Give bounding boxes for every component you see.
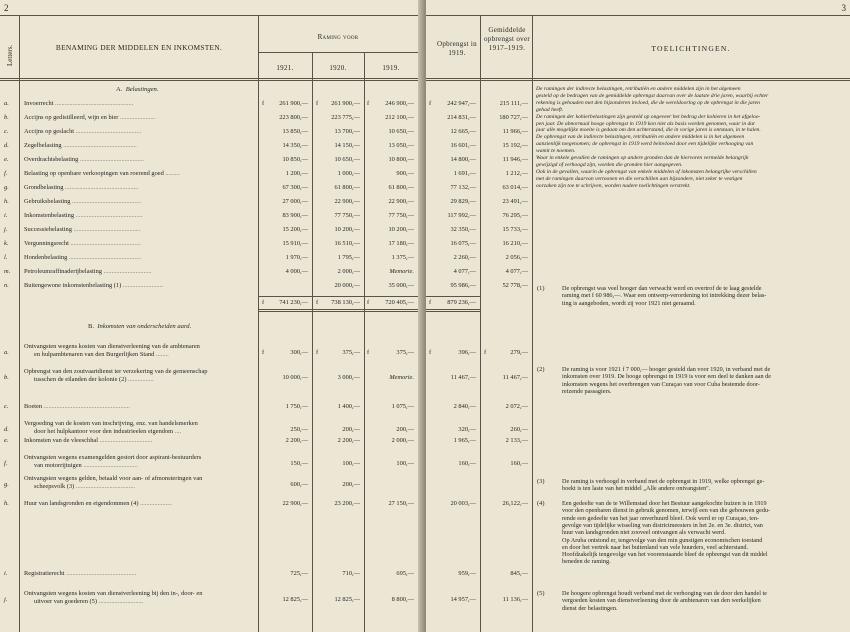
leader-dots: ..........................................: [74, 212, 143, 219]
remark-line: vergoeden kosten van dienstverleening door de ambtenaren van den werkelijken: [562, 597, 761, 605]
value-opbrengst: 16 601,—: [450, 142, 476, 149]
row-name-line1: Opbrengst van den zoutvaartdienst ter verzekering van de gemeenschap: [24, 368, 208, 375]
value-opbrengst: 1 965,—: [453, 437, 476, 444]
right-page: [426, 0, 850, 632]
value-opbrengst: 396,—: [458, 349, 476, 356]
page-number-right: 3: [841, 3, 846, 13]
value-1921: 67 300,—: [282, 184, 308, 191]
value-1921: 1 750,—: [285, 403, 308, 410]
row-letter: h.: [4, 198, 9, 205]
total-1921: 741 230,—: [279, 299, 308, 306]
value-opbrengst: 29 829,—: [450, 198, 476, 205]
leader-dots: ..............................................: [61, 142, 137, 149]
value-1920: 1 795,—: [337, 254, 360, 261]
row-name-line1: Huur van landsgronden en eigendommen (4) ....................: [24, 500, 173, 507]
value-1921: 300,—: [290, 349, 308, 356]
value-1919: 61 800,—: [388, 184, 414, 191]
value-gemiddelde: 15 192,—: [502, 142, 528, 149]
value-1920: 20 000,—: [334, 282, 360, 289]
row-name-line1: Ontvangsten wegens examengelden gestort door aspirant-bestuurders: [24, 454, 202, 461]
remark-line: De raming is voor 1921 f 7 000,— hooger gesteld dan voor 1920, in verband met de: [562, 366, 771, 373]
currency-opbrengst: f: [429, 349, 432, 356]
value-gemiddelde: 52 778,—: [502, 282, 528, 289]
value-1921: 14 350,—: [282, 142, 308, 149]
remark-line: gevolge van tijdelijke wisseling van districtmeesters in het 2e. en 3e. district, van: [562, 521, 763, 529]
value-1921: 223 800,—: [279, 114, 308, 121]
total-currency-opbrengst: f: [429, 299, 432, 306]
total-opbrengst: 879 236,—: [447, 299, 476, 306]
intro-note-line: rekening is gehouden met den bijzonderen invloed, die de wereldoorlog op de opbrengst in die jaren: [536, 99, 760, 106]
row-name: Zegelbelasting ..............................................: [24, 142, 137, 149]
remark-line: reizende passagiers.: [562, 387, 612, 395]
row-name-line2: scheepsvolk (3) .....................................: [34, 483, 136, 490]
row-letter: b.: [4, 114, 9, 121]
remark-line: voor den openbaren dienst in gebruik genomen, terwijl een van die gebouwen gedu-: [562, 507, 771, 515]
leader-dots: ......................................................: [42, 403, 130, 410]
intro-note-line: gesteld op de bedragen van de gemiddelde opbrengst daarvan over de laatste drie jaren, waarbij echter: [536, 92, 769, 99]
row-letter: i.: [4, 570, 8, 577]
value-1920: 22 900,—: [334, 198, 360, 205]
value-gemiddelde: 4 077,—: [505, 268, 528, 275]
value-1921: 13 850,—: [282, 128, 308, 135]
year-1921-header: 1921.: [276, 64, 294, 72]
intro-note-line: gewijzigd of verhoogd zijn, worden die gronden hier aangegeven.: [536, 161, 683, 168]
value-1921: 725,—: [290, 570, 308, 577]
value-gemiddelde: 63 014,—: [502, 184, 528, 191]
remark-line: en door het vertrek naar het buitenland van vele huurders, veel achterstand.: [562, 543, 749, 551]
value-gemiddelde: 11 136,—: [502, 596, 528, 603]
value-1921: 27 000,—: [282, 198, 308, 205]
row-name: Invoerrecht .................................................: [24, 100, 134, 107]
value-1919: 900,—: [396, 170, 414, 177]
leader-dots: .....................................: [74, 483, 136, 490]
value-gemiddelde: 279,—: [510, 349, 528, 356]
total-currency-1919: f: [367, 299, 370, 306]
value-opbrengst: 1 691,—: [453, 170, 476, 177]
value-opbrengst: 214 831,—: [447, 114, 476, 121]
value-gemiddelde: 23 491,—: [502, 198, 528, 205]
row-letter: j.: [4, 596, 8, 603]
value-opbrengst: 16 075,—: [450, 240, 476, 247]
row-letter: g.: [4, 184, 9, 191]
value-opbrengst: 2 260,—: [453, 254, 476, 261]
remark-line: boekt is ten laste van het middel „Alle andere ontvangsten".: [562, 485, 711, 493]
intro-note-line: gehad heeft.: [536, 106, 564, 113]
row-name: Hondenbelasting .............................................: [24, 254, 141, 261]
value-1921: 2 200,—: [285, 437, 308, 444]
row-name: Accijns op gedistilleerd, wijn en bier ......................: [24, 114, 156, 121]
value-1919: 13 050,—: [388, 142, 414, 149]
page-number-left: 2: [4, 3, 9, 13]
intro-note-line: aanzienlijk toegenomen; de opbrengst in 1919 werd beïnvloed door een tijdelijke verhooging van: [536, 141, 754, 148]
value-1920: 14 150,—: [334, 142, 360, 149]
value-1920: 77 750,—: [334, 212, 360, 219]
letters-header: Letters.: [6, 44, 14, 66]
value-opbrengst: 12 665,—: [450, 128, 476, 135]
value-1920: 13 700,—: [334, 128, 360, 135]
remark-line: De raming is verhoogd in verband met de opbrengst in 1919, welke opbrengst ge-: [562, 478, 765, 485]
value-opbrengst: 32 350,—: [450, 226, 476, 233]
row-letter: k.: [4, 240, 9, 247]
value-1920: 10 650,—: [334, 156, 360, 163]
value-1919: 10 200,—: [388, 226, 414, 233]
row-name: Buitengewone inkomstenbelasting (1) .........................: [24, 282, 163, 289]
gemiddelde-header: Gemiddelde opbrengst over 1917–1919.: [484, 26, 530, 52]
intro-note-line: Waar in enkele gevallen de ramingen op andere gronden dan de hiervoren vermelde belangrijk: [536, 155, 749, 161]
row-letter: l.: [4, 254, 8, 261]
currency-1921: f: [262, 100, 265, 107]
total-1919: 720 405,—: [385, 299, 414, 306]
opbrengst-header: Opbrengst in 1919.: [437, 40, 477, 57]
currency-1920: f: [316, 349, 319, 356]
value-gemiddelde: 15 733,—: [502, 226, 528, 233]
row-name-line1: Ontvangsten wegens kosten van dienstverleening van de ambtenaren: [24, 343, 200, 350]
value-opbrengst: 11 467,—: [450, 374, 476, 381]
remark-number: (3): [537, 478, 545, 485]
leader-dots: .........................: [121, 282, 163, 289]
row-name: Inkomstenbelasting ..........................................: [24, 212, 143, 219]
value-1921: 15 910,—: [282, 240, 308, 247]
intro-note-line: oorzaken zijn toe te schrijven, worden nadere toelichtingen verstrekt.: [536, 182, 691, 189]
intro-note-line: De ramingen der kohierbelastingen zijn gesteld op ongeveer het bedrag der kohieren in het afgeloo-: [536, 113, 761, 120]
row-letter: i.: [4, 212, 8, 219]
value-gemiddelde: 180 727,—: [499, 114, 528, 121]
value-1921: 261 900,—: [279, 100, 308, 107]
leader-dots: ........: [154, 351, 169, 358]
value-opbrengst: 4 077,—: [453, 268, 476, 275]
value-1919: Memorie.: [389, 268, 414, 275]
row-name: Vergunningsrecht ............................................: [24, 240, 141, 247]
value-opbrengst: 160,—: [458, 460, 476, 467]
row-name-line2: van motorrijtuigen ..................................: [34, 462, 138, 469]
value-1919: 100,—: [396, 460, 414, 467]
value-gemiddelde: 1 212,—: [505, 170, 528, 177]
leader-dots: ..........................................: [71, 226, 141, 233]
row-name-line2: tusschen de eilanden der kolonie (2) ................: [34, 376, 154, 383]
currency-1919: f: [367, 349, 370, 356]
value-1920: 2 200,—: [337, 437, 360, 444]
value-opbrengst: 2 840,—: [453, 403, 476, 410]
remark-number: (4): [537, 500, 545, 507]
row-letter: f.: [4, 170, 8, 177]
value-1921: 1 970,—: [285, 254, 308, 261]
leader-dots: .................................: [98, 437, 153, 444]
value-1919: Memorie.: [389, 374, 414, 381]
section-a-title: A. Belastingen.: [116, 86, 159, 93]
value-1921: 4 000,—: [285, 268, 308, 275]
row-name: Successiebelasting ..........................................: [24, 226, 141, 233]
value-gemiddelde: 160,—: [510, 460, 528, 467]
row-name-line2: uitvoer van goederen (5) ............................: [34, 598, 144, 605]
leader-dots: ....: [173, 428, 182, 435]
row-letter: e.: [4, 437, 9, 444]
total-1920: 738 130,—: [331, 299, 360, 306]
value-1920: 710,—: [342, 570, 360, 577]
leader-dots: ........................................: [78, 156, 144, 163]
value-1919: 695,—: [396, 570, 414, 577]
row-letter: b.: [4, 374, 9, 381]
value-1921: 12 825,—: [282, 596, 308, 603]
remark-line: De opbrengst was veel hooger dan verwacht werd en overtrof de te laag gestelde: [562, 285, 762, 292]
row-name-line2: en hulpambtenaren van den Burgerlijken Stand ........: [34, 351, 169, 358]
value-1919: 375,—: [396, 349, 414, 356]
leader-dots: ............................: [97, 598, 144, 605]
value-1921: 83 900,—: [282, 212, 308, 219]
row-name-line1: Ontvangsten wegens gelden, betaald voor aan- of afmonsteringen van: [24, 475, 203, 482]
value-1919: 8 800,—: [391, 596, 414, 603]
value-1919: 22 900,—: [388, 198, 414, 205]
value-1920: 200,—: [342, 426, 360, 433]
total-currency-1921: f: [262, 299, 265, 306]
row-letter: m.: [4, 268, 11, 275]
row-letter: c.: [4, 403, 9, 410]
value-1920: 2 000,—: [337, 268, 360, 275]
value-1919: 200,—: [396, 426, 414, 433]
remark-line: inkomsten wegens het overbrengen van Curaçao van voor Cuba bestemde door-: [562, 380, 760, 388]
value-gemiddelde: 2 056,—: [505, 254, 528, 261]
row-letter: a.: [4, 349, 9, 356]
leader-dots: ................: [126, 376, 154, 383]
value-1920: 261 900,—: [331, 100, 360, 107]
value-gemiddelde: 260,—: [510, 426, 528, 433]
remark-line: dienst der belastingen.: [562, 604, 618, 612]
row-name: Petroleumraffinaderijbelasting ..............................: [24, 268, 152, 275]
value-gemiddelde: 11 966,—: [502, 128, 528, 135]
row-name: Accijns op geslacht .........................................: [24, 128, 142, 135]
value-1921: 250,—: [290, 426, 308, 433]
leader-dots: .........................................: [74, 128, 142, 135]
value-1919: 27 150,—: [388, 500, 414, 507]
leader-dots: ..............................................: [63, 184, 139, 191]
value-gemiddelde: 11 467,—: [502, 374, 528, 381]
leader-dots: ............................................: [64, 570, 137, 577]
remark-number: (2): [537, 366, 545, 373]
value-1920: 16 510,—: [334, 240, 360, 247]
leader-dots: ............................................: [68, 240, 141, 247]
remark-line: huur van landsgronden niet zooveel ontvangen als verwacht werd.: [562, 529, 726, 537]
value-1920: 223 775,—: [331, 114, 360, 121]
row-letter: d.: [4, 142, 9, 149]
value-gemiddelde: 845,—: [510, 570, 528, 577]
value-1919: 1 075,—: [391, 403, 414, 410]
intro-note-line: De opbrengst van de indirecte belastingen, retributiën en andere middelen is in het algemeen: [536, 134, 745, 141]
intro-note-line: Ook in de gevallen, waarin de opbrengst van enkele middelen of inkomsten belangrijke verschillen: [536, 168, 757, 175]
intro-note-line: pen jaar. De abnormaal hooge opbrengst in 1919 kon niet als basis worden genomen, waar in dat: [536, 120, 755, 127]
value-opbrengst: 320,—: [458, 426, 476, 433]
value-gemiddelde: 215 111,—: [499, 100, 528, 107]
leader-dots: .............................................: [67, 254, 141, 261]
value-1920: 12 825,—: [334, 596, 360, 603]
year-1919-header: 1919.: [382, 64, 400, 72]
left-page: [0, 0, 424, 632]
remark-line: rende een gedeelte van het jaar onverhuurd bleef. Ook werd er op Curaçao, ten-: [562, 514, 760, 522]
total-currency-1920: f: [316, 299, 319, 306]
currency-opbrengst: f: [429, 100, 432, 107]
raming-header: Raming voor: [317, 33, 359, 41]
section-b-title: B. Inkomsten van onderscheiden aard.: [88, 323, 192, 330]
row-name-line1: Registratierecht ............................................: [24, 570, 137, 577]
value-opbrengst: 20 003,—: [450, 500, 476, 507]
value-1920: 100,—: [342, 460, 360, 467]
value-gemiddelde: 76 295,—: [502, 212, 528, 219]
value-1921: 10 850,—: [282, 156, 308, 163]
intro-note-line: jaar alle mogelijke moeite is gedaan om den achterstand, die in vorige jaren is ontstaan, in te halen.: [536, 127, 761, 134]
row-name-line1: Vergoeding van de kosten van inschrijving, enz. van handelsmerken: [24, 420, 198, 427]
row-name-line1: Ontvangsten wegens kosten van dienstverleening bij den in-, door- en: [24, 590, 203, 597]
value-1921: 600,—: [290, 481, 308, 488]
value-1921: 1 200,—: [285, 170, 308, 177]
remark-line: inkomsten over 1919. De hooge opbrengst in 1919 is voor een deel te danken aan de: [562, 373, 771, 381]
value-1920: 23 200,—: [334, 500, 360, 507]
leader-dots: ..................................: [81, 462, 138, 469]
leader-dots: .........: [163, 170, 180, 177]
value-1919: 10 650,—: [388, 128, 414, 135]
value-opbrengst: 77 132,—: [450, 184, 476, 191]
benaming-header: BENAMING DER MIDDELEN EN INKOMSTEN.: [55, 43, 223, 52]
leader-dots: ...........................................: [70, 198, 141, 205]
value-opbrengst: 14 957,—: [450, 596, 476, 603]
value-1919: 35 000,—: [388, 282, 414, 289]
row-letter: h.: [4, 500, 9, 507]
intro-note-line: wamit te noemen.: [536, 148, 576, 155]
value-1921: 10 000,—: [282, 374, 308, 381]
value-1921: 150,—: [290, 460, 308, 467]
value-opbrengst: 117 992,—: [447, 212, 476, 219]
currency-gemiddelde: f: [484, 349, 487, 356]
value-1920: 61 800,—: [334, 184, 360, 191]
intro-note-line: met de ramingen daarvan vertoonen en die verschillen aan bijzondere, niet zeker te vestigen: [536, 175, 743, 182]
value-1921: 15 200,—: [282, 226, 308, 233]
value-gemiddelde: 2 072,—: [505, 403, 528, 410]
value-1919: 1 375,—: [391, 254, 414, 261]
remark-line: Hoofdzakelijk tengevolge van het voorenstaande bleef de opbrengst van dit middel: [562, 551, 768, 559]
value-gemiddelde: 26,122,—: [502, 500, 528, 507]
toelichtingen-header: TOELICHTINGEN.: [651, 44, 731, 53]
intro-note-line: De ramingen der indirecte belastingen, retributiën en andere middelen zijn in het algemeen: [536, 86, 741, 92]
row-name: Gebruiksbelasting ...........................................: [24, 198, 141, 205]
year-1920-header: 1920.: [329, 64, 347, 72]
value-gemiddelde: 16 210,—: [502, 240, 528, 247]
row-name-line1: Inkomsten van de vleeschhal .................................: [24, 437, 153, 444]
value-1919: 77 750,—: [388, 212, 414, 219]
currency-1919: f: [367, 100, 370, 107]
value-opbrengst: 95 986,—: [450, 282, 476, 289]
remark-line: ting is aangeboden, wordt zij voor 1921 niet geraamd.: [562, 299, 696, 307]
value-1920: 1 400,—: [337, 403, 360, 410]
value-gemiddelde: 11 946,—: [502, 156, 528, 163]
row-name-line2: door het hulpkantoor voor den industrieelen eigendom ....: [34, 428, 182, 435]
row-name-line1: Boeten ......................................................: [24, 403, 130, 410]
remark-line: Op Aruba ontstond er, tengevolge van den min gunstigen economischen toestand: [562, 536, 763, 544]
value-1919: 246 900,—: [385, 100, 414, 107]
remark-line: raming met f 60 986,—. Waar een ontwerp-verordening tot intrekking dezer belas-: [562, 292, 767, 300]
remark-number: (1): [537, 285, 545, 292]
row-letter: a.: [4, 100, 9, 107]
row-name: Grondbelasting ..............................................: [24, 184, 139, 191]
row-letter: n.: [4, 282, 9, 289]
row-name: Belasting op openbare verkoopingen van roerend goed .........: [24, 170, 180, 177]
leader-dots: ..............................: [101, 268, 152, 275]
row-letter: e.: [4, 156, 9, 163]
remark-line: beneden de raming.: [562, 558, 611, 566]
value-1919: 212 100,—: [385, 114, 414, 121]
leader-dots: .................................................: [53, 100, 134, 107]
value-opbrengst: 959,—: [458, 570, 476, 577]
value-1920: 200,—: [342, 481, 360, 488]
row-letter: g.: [4, 481, 9, 488]
currency-1921: f: [262, 349, 265, 356]
leader-dots: ......................: [118, 114, 156, 121]
value-1919: 10 800,—: [388, 156, 414, 163]
value-opbrengst: 14 800,—: [450, 156, 476, 163]
currency-1920: f: [316, 100, 319, 107]
leader-dots: ....................: [138, 500, 173, 507]
value-1919: 17 180,—: [388, 240, 414, 247]
remark-line: Een gedeelte van de te Willemstad door het Bestuur aangekochte huizen is in 1919: [562, 500, 767, 507]
value-1919: 2 000,—: [391, 437, 414, 444]
value-1920: 375,—: [342, 349, 360, 356]
value-opbrengst: 242 947,—: [447, 100, 476, 107]
value-gemiddelde: 2 133,—: [505, 437, 528, 444]
remark-number: (5): [537, 590, 545, 597]
row-letter: c.: [4, 128, 9, 135]
remark-line: De hoogere opbrengst houdt verband met de verhooging van de door den handel te: [562, 590, 767, 597]
row-letter: d.: [4, 426, 9, 433]
value-1920: 1 000,—: [337, 170, 360, 177]
value-1920: 3 000,—: [337, 374, 360, 381]
value-1920: 10 200,—: [334, 226, 360, 233]
value-1921: 22 900,—: [282, 500, 308, 507]
row-letter: f.: [4, 460, 8, 467]
row-letter: j.: [4, 226, 8, 233]
row-name: Overdrachtsbelasting ........................................: [24, 156, 144, 163]
